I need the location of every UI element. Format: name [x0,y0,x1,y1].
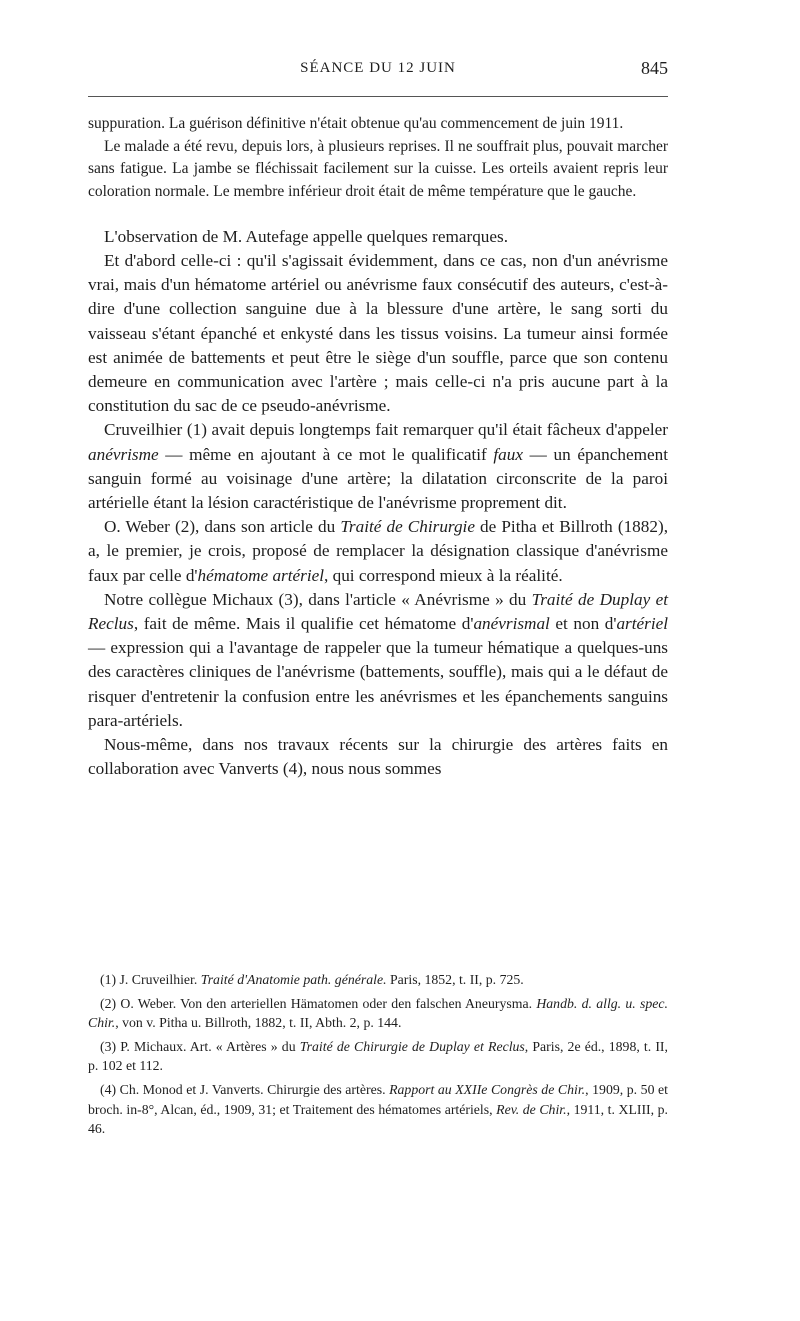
text-run: Notre collègue Michaux (3), dans l'article « Anévrisme » du [104,589,532,609]
footnote-1 [88,970,668,990]
text-run: de Pitha et Billroth (1882), a, le premier, je crois, proposé de remplacer la désignation classique d'anévrisme faux par celle d' [88,517,668,585]
text-run: Cruveilhier (1) avait depuis longtemps fait remarquer qu'il était fâcheux d'appeler [104,420,668,440]
text-run: — même en ajoutant à ce mot le qualificatif [158,444,494,464]
italic-term: anévrisme [88,444,159,464]
italic-term: Handb. d. allg. u. spec. Chir. [88,995,668,1031]
paragraph-suppuration: suppuration. La guérison définitive n'était obtenue qu'au commencement de juin 1911. [88,115,624,132]
text-run: , Paris, 2e éd., 1898, t. II, p. 102 et 112. [88,1038,668,1074]
text-run: , von v. Pitha u. Billroth, 1882, t. II, Abth. 2, p. 144. [115,1015,402,1031]
text-run: , 1911, t. XLIII, p. 46. [88,1101,668,1137]
text-run: (4) Ch. Monod et J. Vanverts. Chirurgie des artères. [100,1081,390,1097]
running-head: SÉANCE DU 12 JUIN [300,60,456,76]
text-run: , qui correspond mieux à la réalité. [324,565,563,585]
paragraph-malade-revu: Le malade a été revu, depuis lors, à plusieurs reprises. Il ne souffrait plus, pouvait marcher sans fatigue. La jambe se fléchissait facilement sur la cuisse. Les orteils avaient repris leur coloration normale. Le membre inférieur droit était de même température que le gauche. [88,137,668,201]
paragraph-cruveilhier [88,418,668,515]
text-run: et non d' [549,614,617,634]
italic-term: faux [493,444,523,464]
page-header [88,58,668,86]
text-run: — un épanchement sanguin formé au voisinage d'une artère; la dilatation circonscrite de la paroi artérielle étant la lésion caractéristique de l'anévrisme proprement dit. [88,444,668,513]
italic-term: artériel [616,614,668,634]
text-run: O. Weber (2), dans son article du [104,517,341,537]
paragraph-et-d-abord: Et d'abord celle-ci : qu'il s'agissait évidemment, dans ce cas, non d'un anévrisme vrai, mais d'un hématome artériel ou anévrisme faux consécutif des auteurs, c'est-à-dire d'une collection sanguine due à la blessure d'une artère, le sang sorti du vaisseau s'étant épanché et enkysté dans les tissus voisins. La tumeur ainsi formée est animée de battements et peut être le siège d'un souffle, parce que son contenu demeure en communication avec l'artère ; mais celle-ci n'a pris aucune part à la constitution du sac de ce pseudo-anévrisme. [88,251,668,416]
text-run: Paris, 1852, t. II, p. 725. [386,972,524,987]
page-number: 845 [641,58,668,78]
paragraph-weber [88,515,668,588]
header-rule [88,96,668,97]
italic-term: anévrismal [473,614,550,634]
italic-term: Traité de Chirurgie [340,517,475,537]
body-text [88,113,668,781]
paragraph-nous-meme: Nous-même, dans nos travaux récents sur la chirurgie des artères faits en collaboration avec Vanverts (4), nous nous sommes [88,735,668,779]
section-gap [88,204,668,225]
text-run: — expression qui a l'avantage de rappeler que la tumeur hématique a quelques-uns des caractères cliniques de l'anévrisme (battements, souffle), mais qui a le défaut de risquer d'entretenir la confusion entre les anévrismes et les épanchements sanguins para-artériels. [88,638,668,730]
paragraph-observation: L'observation de M. Autefage appelle quelques remarques. [104,226,508,246]
italic-term: Traité d'Anatomie path. générale. [200,972,387,987]
italic-term: Rev. de Chir. [496,1101,567,1117]
footnote-2 [88,994,668,1033]
italic-term: Traité de Chirurgie de Duplay et Reclus [299,1038,525,1054]
text-run: (3) P. Michaux. Art. « Artères » du [100,1038,300,1054]
text-run: , fait de même. Mais il qualifie cet hématome d' [133,614,474,634]
footnotes [88,970,668,1143]
footnote-3 [88,1037,668,1076]
italic-term: hématome artériel [197,565,325,585]
footnote-4 [88,1080,668,1139]
text-run: (1) J. Cruveilhier. [100,972,201,987]
text-run: , 1909, p. 50 et broch. in-8°, Alcan, éd., 1909, 31; et Traitement des hématomes artériels, [88,1081,668,1117]
italic-term: Traité de Duplay et Reclus [88,589,669,634]
paragraph-michaux [88,588,668,733]
italic-term: Rapport au XXIIe Congrès de Chir. [389,1081,586,1097]
text-run: (2) O. Weber. Von den arteriellen Hämatomen oder den falschen Aneurysma. [100,995,537,1011]
